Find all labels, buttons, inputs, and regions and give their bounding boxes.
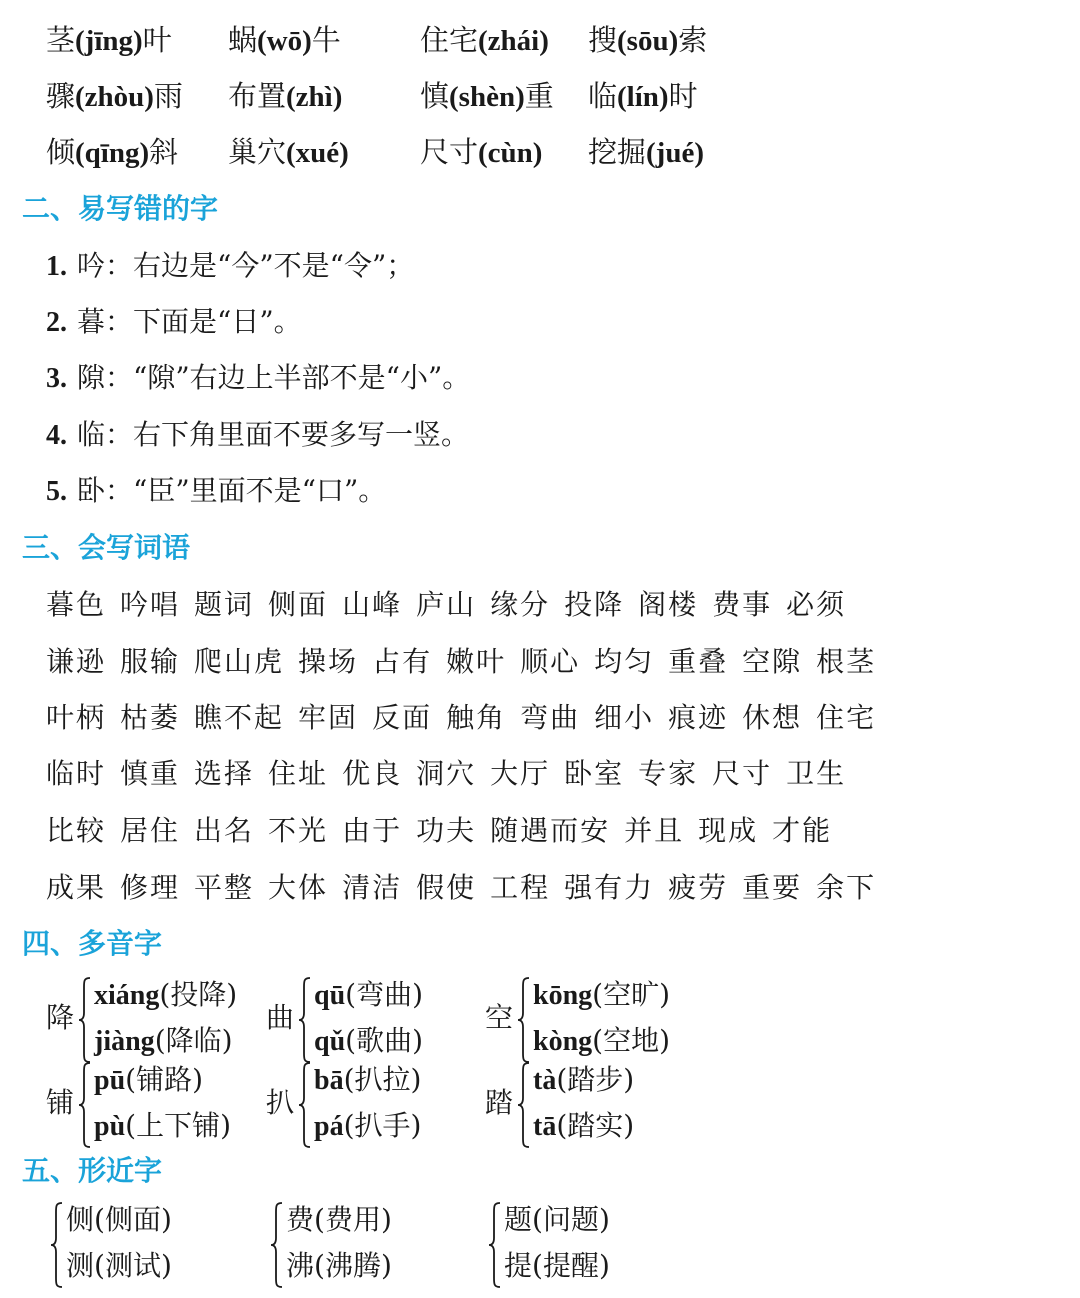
vocab-word: 反面 [372, 701, 433, 734]
brace-icon [50, 1202, 64, 1288]
vocab-word: 叶柄 [46, 701, 107, 734]
brace-icon [517, 977, 531, 1063]
vocab-word: 阁楼 [638, 588, 699, 621]
vocab-word: 根茎 [816, 645, 877, 678]
vocab-word: 慎重 [120, 757, 181, 790]
vocab-word: 优良 [342, 757, 403, 790]
note-item: 5. 卧：“臣”里面不是“口”。 [46, 474, 387, 507]
vocab-word: 嫩叶 [446, 645, 507, 678]
similar-line: 侧(侧面) [66, 1203, 172, 1236]
vocab-word: 大厅 [490, 757, 551, 790]
polyphone-char: 空 [485, 1001, 514, 1034]
vocab-word: 重要 [742, 871, 803, 904]
vocab-word: 投降 [564, 588, 625, 621]
vocab-word: 弯曲 [520, 701, 581, 734]
reading-line: qū(弯曲) [314, 978, 424, 1011]
reading-line: kōng(空旷) [533, 978, 671, 1011]
vocab-word: 尺寸 [712, 757, 773, 790]
vocab-word: 选择 [194, 757, 255, 790]
vocab-word: 庐山 [416, 588, 477, 621]
vocab-word: 均匀 [594, 645, 655, 678]
pinyin-word: 骤(zhòu)雨 [46, 79, 183, 113]
polyphone-char: 扒 [266, 1086, 295, 1119]
vocab-word: 不光 [268, 814, 329, 847]
vocab-word: 缘分 [490, 588, 551, 621]
pinyin-word: 倾(qīng)斜 [46, 135, 179, 169]
vocab-word: 才能 [772, 814, 833, 847]
similar-line: 费(费用) [286, 1203, 392, 1236]
note-item: 4. 临：右下角里面不要多写一竖。 [46, 418, 470, 451]
pinyin-word: 临(lín)时 [588, 79, 698, 113]
pinyin-word: 住宅(zhái) [420, 23, 549, 57]
vocab-word: 清洁 [342, 871, 403, 904]
word-row [46, 868, 890, 908]
section-heading: 四、多音字 [22, 927, 163, 960]
similar-line: 沸(沸腾) [286, 1249, 392, 1282]
reading-line: tā(踏实) [533, 1109, 635, 1142]
reading-line: tà(踏步) [533, 1063, 635, 1096]
pinyin-word: 尺寸(cùn) [420, 135, 543, 169]
vocab-word: 重叠 [668, 645, 729, 678]
brace-icon [488, 1202, 502, 1288]
brace-icon [78, 1062, 92, 1148]
vocab-word: 功夫 [416, 814, 477, 847]
note-item: 2. 暮：下面是“日”。 [46, 305, 302, 338]
vocab-word: 必须 [786, 588, 847, 621]
vocab-word: 细小 [594, 701, 655, 734]
reading-line: pū(铺路) [94, 1063, 204, 1096]
polyphone-char: 铺 [46, 1086, 75, 1119]
pinyin-word: 茎(jīng)叶 [46, 23, 172, 57]
vocab-word: 专家 [638, 757, 699, 790]
vocab-word: 假使 [416, 871, 477, 904]
pinyin-word: 蜗(wō)牛 [228, 23, 341, 57]
word-row [46, 754, 860, 794]
vocab-word: 服输 [120, 645, 181, 678]
vocab-word: 修理 [120, 871, 181, 904]
vocab-word: 出名 [194, 814, 255, 847]
vocab-word: 卧室 [564, 757, 625, 790]
reading-line: xiáng(投降) [94, 978, 238, 1011]
reading-line: bā(扒拉) [314, 1063, 422, 1096]
similar-line: 测(测试) [66, 1249, 172, 1282]
section-heading: 三、会写词语 [22, 531, 191, 564]
polyphone-char: 降 [46, 1001, 75, 1034]
reading-line: jiàng(降临) [94, 1024, 233, 1057]
vocab-word: 现成 [698, 814, 759, 847]
reading-line: pá(扒手) [314, 1109, 422, 1142]
vocab-word: 疲劳 [668, 871, 729, 904]
word-row [46, 585, 860, 625]
vocab-word: 题词 [194, 588, 255, 621]
pinyin-word: 布置(zhì) [228, 79, 343, 113]
similar-line: 题(问题) [504, 1203, 610, 1236]
vocab-word: 由于 [342, 814, 403, 847]
note-item: 1. 吟：右边是“今”不是“令”； [46, 249, 415, 282]
vocab-word: 吟唱 [120, 588, 181, 621]
note-item: 3. 隙：“隙”右边上半部不是“小”。 [46, 361, 471, 394]
similar-line: 提(提醒) [504, 1249, 610, 1282]
vocab-word: 山峰 [342, 588, 403, 621]
vocab-word: 空隙 [742, 645, 803, 678]
section-heading: 二、易写错的字 [22, 192, 219, 225]
vocab-word: 枯萎 [120, 701, 181, 734]
brace-icon [517, 1062, 531, 1148]
vocab-word: 侧面 [268, 588, 329, 621]
pinyin-word: 慎(shèn)重 [420, 79, 554, 113]
brace-icon [270, 1202, 284, 1288]
vocab-word: 工程 [490, 871, 551, 904]
vocab-word: 费事 [712, 588, 773, 621]
word-row [46, 642, 890, 682]
vocab-word: 占有 [372, 645, 433, 678]
vocab-word: 卫生 [786, 757, 847, 790]
vocab-word: 随遇而安 [490, 814, 611, 847]
polyphone-char: 曲 [266, 1001, 295, 1034]
vocab-word: 住宅 [816, 701, 877, 734]
vocab-word: 临时 [46, 757, 107, 790]
brace-icon [78, 977, 92, 1063]
vocab-word: 谦逊 [46, 645, 107, 678]
vocab-word: 牢固 [298, 701, 359, 734]
vocab-word: 操场 [298, 645, 359, 678]
vocab-word: 住址 [268, 757, 329, 790]
polyphone-char: 踏 [485, 1086, 514, 1119]
word-row [46, 811, 846, 851]
brace-icon [298, 1062, 312, 1148]
reading-line: kòng(空地) [533, 1024, 671, 1057]
reading-line: qǔ(歌曲) [314, 1024, 424, 1057]
pinyin-word: 挖掘(jué) [588, 135, 704, 169]
vocab-word: 触角 [446, 701, 507, 734]
pinyin-word: 巢穴(xué) [228, 135, 349, 169]
vocab-word: 比较 [46, 814, 107, 847]
vocab-word: 大体 [268, 871, 329, 904]
section-heading: 五、形近字 [22, 1154, 163, 1187]
vocab-word: 成果 [46, 871, 107, 904]
vocab-word: 暮色 [46, 588, 107, 621]
vocab-word: 余下 [816, 871, 877, 904]
vocab-word: 并且 [624, 814, 685, 847]
pinyin-word: 搜(sōu)索 [588, 23, 708, 57]
reading-line: pù(上下铺) [94, 1109, 232, 1142]
word-row [46, 698, 890, 738]
vocab-word: 强有力 [564, 871, 655, 904]
vocab-word: 爬山虎 [194, 645, 285, 678]
vocab-word: 居住 [120, 814, 181, 847]
vocab-word: 洞穴 [416, 757, 477, 790]
vocab-word: 休想 [742, 701, 803, 734]
vocab-word: 顺心 [520, 645, 581, 678]
vocab-word: 平整 [194, 871, 255, 904]
brace-icon [298, 977, 312, 1063]
vocab-word: 痕迹 [668, 701, 729, 734]
vocab-word: 瞧不起 [194, 701, 285, 734]
